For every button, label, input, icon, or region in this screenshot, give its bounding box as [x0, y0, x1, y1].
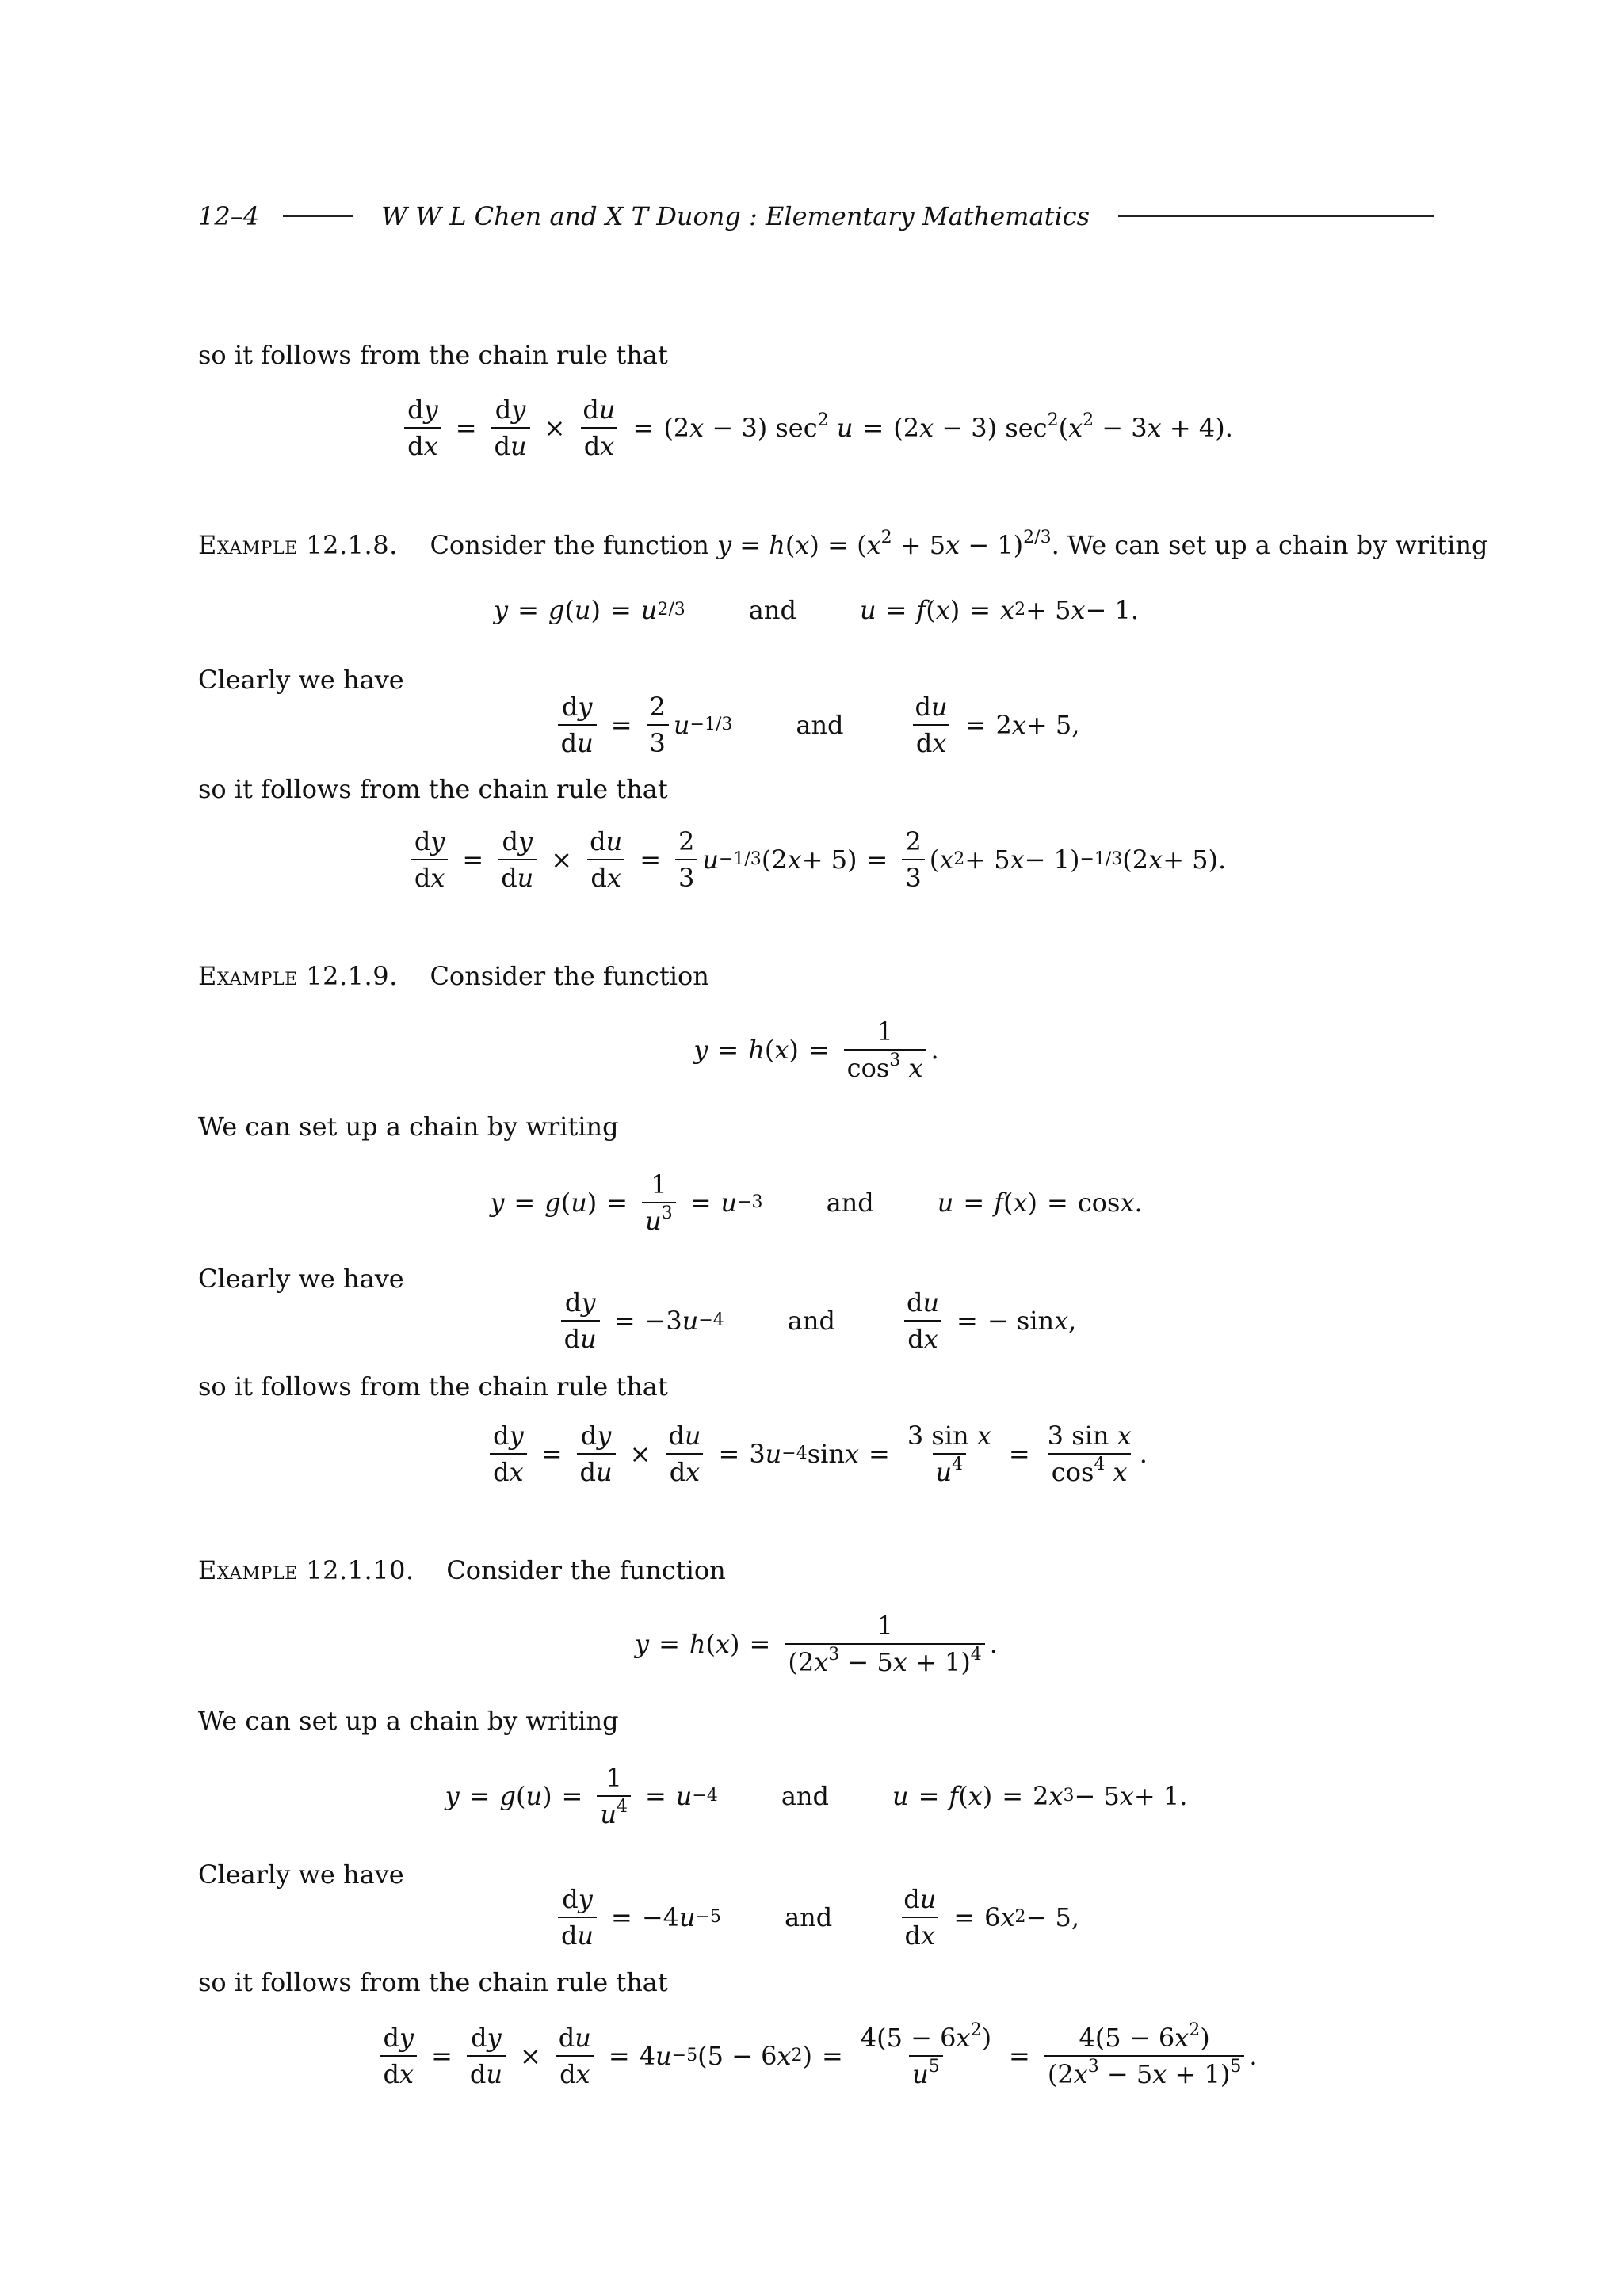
- equation-ex9-setup: y = g ( u ) = $\frac{1}{u^3}$ = u −3 and u = f ( x ) = cos x .: [490, 1169, 1143, 1236]
- word-and: and: [787, 1306, 835, 1336]
- paragraph-so-10: so it follows from the chain rule that: [198, 1967, 668, 1997]
- equation-ex8-derivatives: $\frac{dy}{du}$ = $\frac{2}{3}$ u −1/3 and $\frac{du}{dx}$ = 2 x + 5,: [198, 689, 1434, 761]
- page-number: 12–4: [198, 201, 260, 231]
- equation-ex9-function: y = h ( x ) = $\frac{1}{\cos^3 x}$ .: [693, 1016, 939, 1083]
- example-label: Example 12.1.8.: [198, 530, 398, 560]
- header-title: W W L Chen and X T Duong : Elementary Mathematics: [381, 201, 1090, 231]
- paragraph-clearly-8: Clearly we have: [198, 665, 404, 695]
- example-text-cont: . We can set up a chain by writing: [1051, 530, 1488, 560]
- equation-ex10-derivatives: $\frac{dy}{du}$ = −4 u −5 and $\frac{du}{dx}$ = 6 x 2 − 5,: [198, 1882, 1434, 1953]
- example-label: Example 12.1.9.: [198, 961, 398, 991]
- example-text: Consider the function: [430, 530, 709, 560]
- word-and: and: [826, 1188, 874, 1218]
- paragraph-so-8: so it follows from the chain rule that: [198, 774, 668, 804]
- equation-ex9-derivatives: $\frac{dy}{du}$ = −3 u −4 and $\frac{du}{dx}$ = − sin x ,: [198, 1285, 1434, 1356]
- paragraph-clearly-10: Clearly we have: [198, 1859, 404, 1890]
- paragraph-chain-rule-intro: so it follows from the chain rule that: [198, 340, 668, 370]
- word-and: and: [785, 1902, 833, 1932]
- running-header: [198, 196, 1434, 236]
- equation-ex10-setup: y = g ( u ) = $\frac{1}{u^4}$ = u −4 and u = f ( x ) = 2 x 3 − 5 x + 1.: [445, 1763, 1188, 1829]
- word-and: and: [748, 595, 796, 625]
- equation-ex10-result: $\frac{dy}{dx}$ = $\frac{dy}{du}$ × $\frac{du}{dx}$ = 4 u −5 (5 − 6 x 2 ) = $\frac{4(5 - 6x^2)}{u^5}$ = $\frac{4(5 - 6x^2)}{(2x^3 - 5x + 1)^5}$ .: [198, 2016, 1434, 2096]
- equation-ex9-result: $\frac{dy}{dx}$ = $\frac{dy}{du}$ × $\frac{du}{dx}$ = 3 u −4 sin x = $\frac{\text{3 sin x}}{u^4}$ = $\frac{\text{3 sin x}}{\cos^4 x}$ .: [198, 1418, 1434, 1489]
- equation-ex8-setup: y = g ( u ) = u 2/3 and u = f ( x ) = x 2 + 5 x − 1.: [494, 595, 1139, 625]
- example-12-1-10: [198, 1554, 726, 1586]
- example-text: Consider the function: [446, 1555, 726, 1585]
- paragraph-setup-10: We can set up a chain by writing: [198, 1706, 619, 1736]
- example-label: Example 12.1.10.: [198, 1555, 414, 1585]
- word-and: and: [781, 1781, 829, 1811]
- equation-ex10-function: y = h ( x ) = $\frac{1}{(2x^3 - 5x + 1)^4}$ .: [635, 1611, 998, 1677]
- example-text: Consider the function: [430, 961, 709, 991]
- paragraph-clearly-9: Clearly we have: [198, 1264, 404, 1294]
- header-rule-short: [283, 215, 353, 217]
- word-and: and: [796, 710, 844, 740]
- equation-chain-rule-sec: $\frac{dy}{dx}$ = $\frac{dy}{du}$ × $\frac{du}{dx}$ = (2x − 3) $\sec^2 u$ = (2x − 3) $\sec^2(x^2 - 3x + 4)$.: [198, 392, 1434, 463]
- paragraph-setup-9: We can set up a chain by writing: [198, 1112, 619, 1142]
- example-12-1-8: Example 12.1.8. Consider the function $y = h(x) = (x^2 + 5x - 1)^{2/3}$. We can set up a chain by writing: [198, 528, 1488, 560]
- example-12-1-9: [198, 960, 709, 992]
- header-rule-long: [1118, 215, 1434, 217]
- equation-ex8-result: $\frac{dy}{dx}$ = $\frac{dy}{du}$ × $\frac{du}{dx}$ = $\frac{2}{3}$ u −1/3 (2 x + 5) = $\frac{2}{3}$ ( x 2 + 5 x − 1) −1/3 (2 x + 5).: [198, 824, 1434, 895]
- paragraph-so-9: so it follows from the chain rule that: [198, 1371, 668, 1402]
